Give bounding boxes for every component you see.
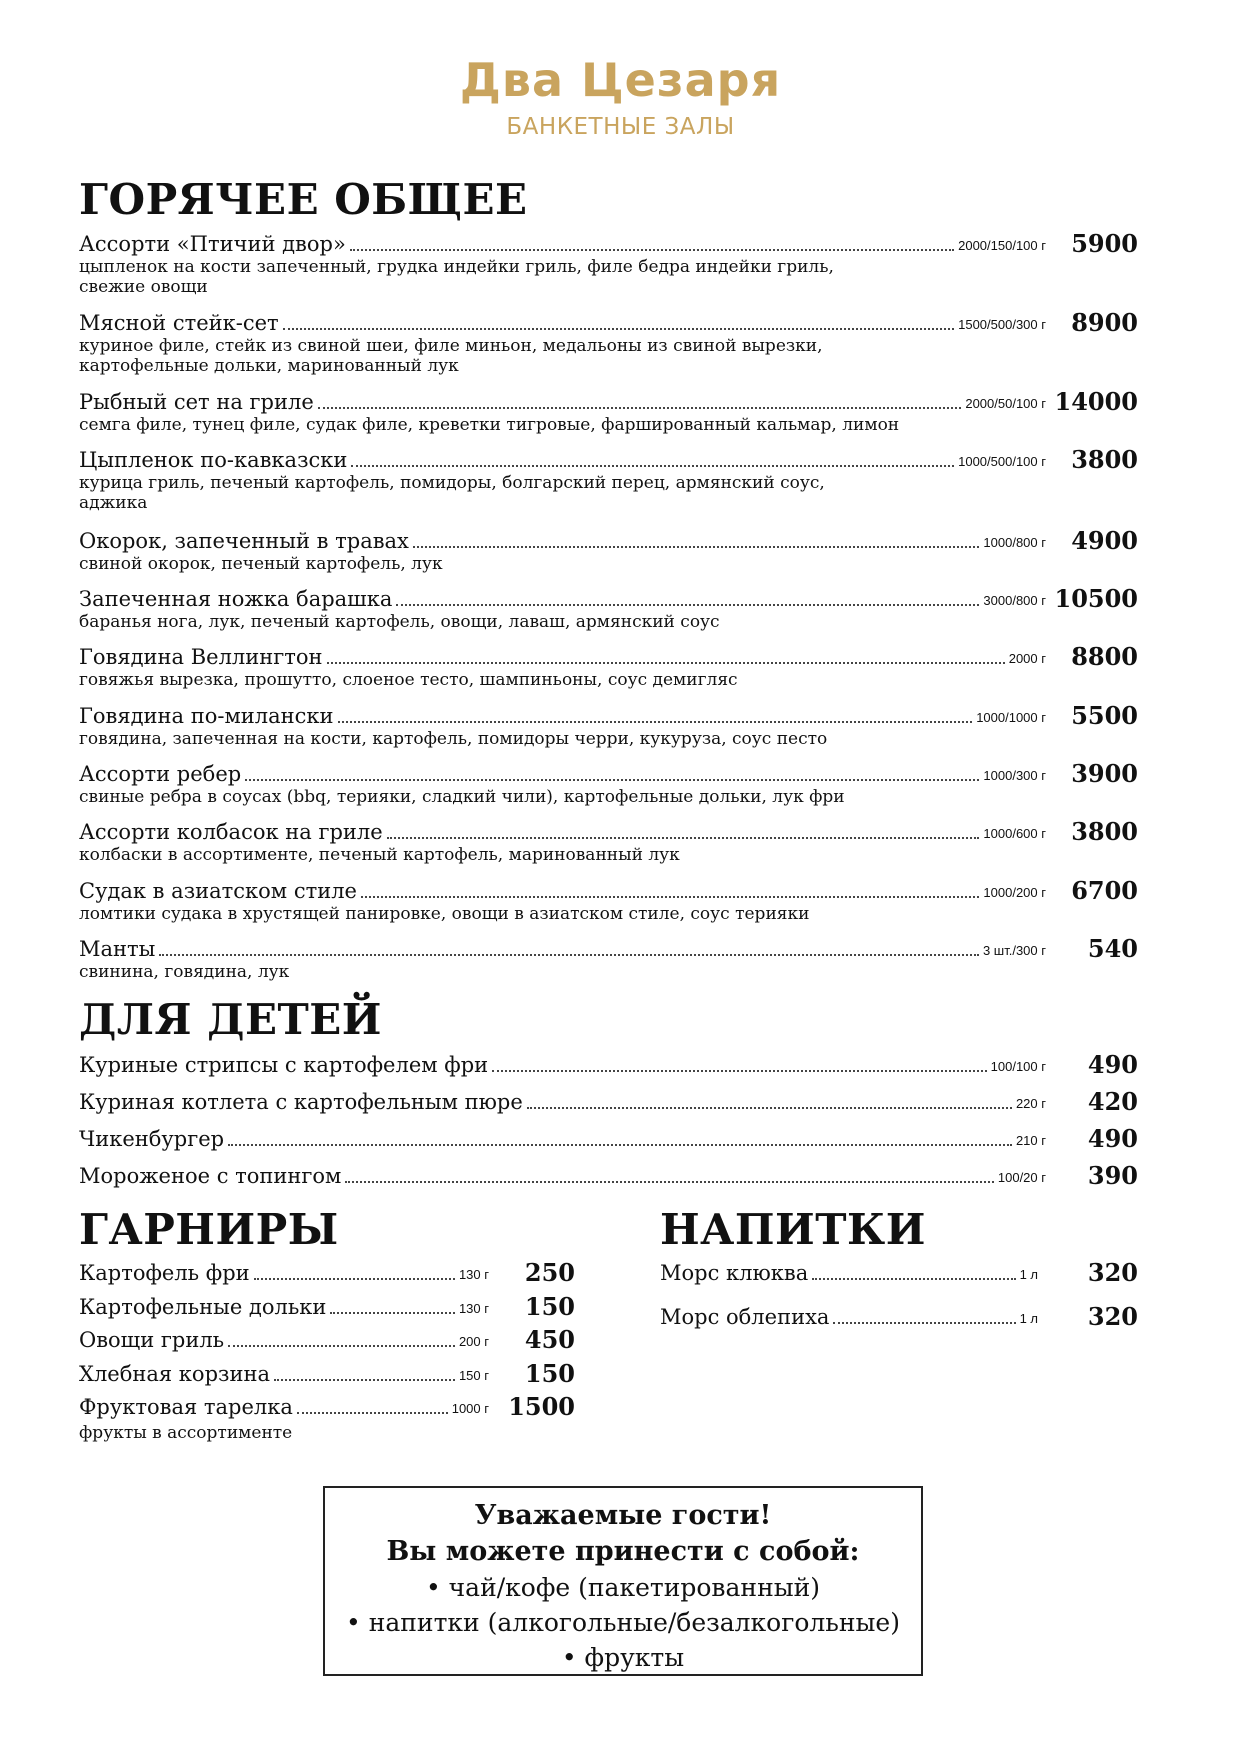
- menu-item-price: 5500: [1071, 701, 1138, 730]
- menu-item: [79, 819, 1138, 865]
- menu-item-name: Чикенбургер: [79, 1127, 225, 1151]
- dot-leader: [274, 1379, 455, 1381]
- menu-item-price: 390: [1087, 1161, 1138, 1190]
- menu-item-description: свиные ребра в соусах (bbq, терияки, сладкий чили), картофельные дольки, лук фри: [79, 787, 845, 807]
- dot-leader: [387, 837, 980, 839]
- dot-leader: [318, 407, 962, 409]
- menu-item-description: ломтики судака в хрустящей панировке, овощи в азиатском стиле, соус терияки: [79, 904, 810, 924]
- menu-item: [660, 1260, 1138, 1286]
- menu-item-description: куриное филе, стейк из свиной шеи, филе миньон, медальоны из свиной вырезки,: [79, 336, 823, 356]
- menu-item: [79, 761, 1138, 807]
- menu-item-description: свежие овощи: [79, 277, 208, 297]
- menu-item: [79, 644, 1138, 690]
- menu-item-weight: 1500/500/300 г: [958, 317, 1046, 332]
- menu-item-price: 540: [1087, 934, 1138, 963]
- notice-heading: Уважаемые гости!: [474, 1500, 772, 1531]
- menu-item: [79, 878, 1138, 924]
- menu-item-name: Куриная котлета с картофельным пюре: [79, 1090, 523, 1114]
- menu-item-description: цыпленок на кости запеченный, грудка индейки гриль, филе бедра индейки гриль,: [79, 257, 834, 277]
- menu-item: [79, 310, 1138, 376]
- menu-item-price: 250: [524, 1258, 575, 1287]
- menu-item-weight: 1000/300 г: [983, 768, 1046, 783]
- dot-leader: [338, 721, 973, 723]
- dot-leader: [833, 1322, 1015, 1324]
- menu-item: [79, 528, 1138, 574]
- menu-item-name: Окорок, запеченный в травах: [79, 529, 409, 553]
- menu-item-weight: 1000/800 г: [983, 535, 1046, 550]
- menu-item-description: семга филе, тунец филе, судак филе, креветки тигровые, фаршированный кальмар, лимон: [79, 415, 900, 435]
- dot-leader: [254, 1278, 455, 1280]
- brand-header: [0, 52, 1241, 142]
- menu-item-name: Овощи гриль: [79, 1328, 225, 1352]
- menu-item-price: 150: [524, 1292, 575, 1321]
- section-title-drinks: НАПИТКИ: [660, 1205, 926, 1254]
- menu-item-price: 490: [1087, 1050, 1138, 1079]
- menu-item: [79, 1089, 1138, 1115]
- menu-item-weight: 150 г: [458, 1368, 489, 1383]
- dot-leader: [350, 249, 954, 251]
- menu-item-description: свинина, говядина, лук: [79, 962, 290, 982]
- menu-item-price: 3800: [1071, 817, 1138, 846]
- notice-item: • напитки (алкогольные/безалкогольные): [346, 1608, 900, 1637]
- dot-leader: [327, 662, 1005, 664]
- menu-item-price: 1500: [508, 1392, 575, 1421]
- menu-item-description: колбаски в ассортименте, печеный картофель, маринованный лук: [79, 845, 680, 865]
- menu-item-name: Картофельные дольки: [79, 1295, 327, 1319]
- menu-item-name: Ассорти колбасок на гриле: [79, 820, 383, 844]
- menu-item-weight: 1 л: [1019, 1311, 1038, 1326]
- menu-item-price: 420: [1087, 1087, 1138, 1116]
- menu-item-weight: 1 л: [1019, 1267, 1038, 1282]
- notice-item: • фрукты: [561, 1643, 685, 1672]
- menu-item-name: Ассорти «Птичий двор»: [79, 232, 346, 256]
- menu-item: [660, 1304, 1138, 1330]
- menu-item-name: Морс облепиха: [660, 1305, 830, 1329]
- notice-item: • чай/кофе (пакетированный): [425, 1573, 821, 1602]
- menu-item-weight: 3 шт./300 г: [982, 943, 1046, 958]
- menu-item-weight: 100/100 г: [990, 1059, 1046, 1074]
- menu-item-description: картофельные дольки, маринованный лук: [79, 356, 459, 376]
- menu-item-weight: 2000/50/100 г: [965, 396, 1046, 411]
- menu-item-name: Судак в азиатском стиле: [79, 879, 357, 903]
- menu-item-name: Фруктовая тарелка: [79, 1395, 293, 1419]
- menu-item-name: Куриные стрипсы с картофелем фри: [79, 1053, 489, 1077]
- guest-notice: [323, 1486, 923, 1676]
- menu-item-name: Морс клюква: [660, 1261, 809, 1285]
- notice-subheading: Вы можете принести с собой:: [386, 1536, 860, 1567]
- dot-leader: [159, 954, 979, 956]
- menu-item-weight: 100/20 г: [997, 1170, 1046, 1185]
- menu-item-name: Манты: [79, 937, 156, 961]
- menu-item-weight: 1000 г: [451, 1401, 489, 1416]
- menu-item-name: Хлебная корзина: [79, 1362, 270, 1386]
- menu-item-price: 8900: [1071, 308, 1138, 337]
- menu-item: [79, 1394, 575, 1443]
- menu-item-name: Запеченная ножка барашка: [79, 587, 393, 611]
- menu-item: [79, 586, 1138, 632]
- dot-leader: [413, 546, 980, 548]
- menu-item-weight: 1000/600 г: [983, 826, 1046, 841]
- menu-item-price: 4900: [1071, 526, 1138, 555]
- dot-leader: [228, 1144, 1012, 1146]
- dot-leader: [245, 779, 979, 781]
- menu-item-description: аджика: [79, 493, 148, 513]
- menu-item-name: Ассорти ребер: [79, 762, 242, 786]
- menu-item-name: Мороженое с топингом: [79, 1164, 342, 1188]
- menu-item: [79, 1260, 575, 1286]
- menu-item-description: говядина, запеченная на кости, картофель, помидоры черри, кукуруза, соус песто: [79, 729, 828, 749]
- menu-item: [79, 1294, 575, 1320]
- menu-item-price: 3900: [1071, 759, 1138, 788]
- menu-item-name: Картофель фри: [79, 1261, 250, 1285]
- menu-item-price: 14000: [1054, 387, 1138, 416]
- menu-item-name: Мясной стейк-сет: [79, 311, 279, 335]
- section-title-hot: ГОРЯЧЕЕ ОБЩЕЕ: [79, 175, 528, 224]
- menu-item-price: 5900: [1071, 229, 1138, 258]
- dot-leader: [527, 1107, 1012, 1109]
- menu-item-weight: 220 г: [1015, 1096, 1046, 1111]
- menu-item-weight: 2000/150/100 г: [958, 238, 1046, 253]
- menu-item: [79, 1126, 1138, 1152]
- menu-item: [79, 1163, 1138, 1189]
- menu-item-price: 490: [1087, 1124, 1138, 1153]
- menu-item-weight: 1000/500/100 г: [958, 454, 1046, 469]
- menu-item: [79, 1052, 1138, 1078]
- menu-item-description: фрукты в ассортименте: [79, 1423, 293, 1443]
- menu-item-price: 8800: [1071, 642, 1138, 671]
- dot-leader: [361, 896, 979, 898]
- menu-item-price: 320: [1087, 1302, 1138, 1331]
- menu-item-weight: 2000 г: [1008, 651, 1046, 666]
- menu-item: [79, 703, 1138, 749]
- brand-subtitle: БАНКЕТНЫЕ ЗАЛЫ: [506, 114, 735, 140]
- menu-item: [79, 1361, 575, 1387]
- menu-item-description: курица гриль, печеный картофель, помидоры, болгарский перец, армянский соус,: [79, 473, 825, 493]
- menu-item: [79, 1327, 575, 1353]
- dot-leader: [283, 328, 954, 330]
- brand-title: Два Цезаря: [459, 53, 782, 107]
- menu-item-price: 3800: [1071, 445, 1138, 474]
- menu-item-price: 150: [524, 1359, 575, 1388]
- section-title-sides: ГАРНИРЫ: [79, 1205, 339, 1254]
- menu-item-weight: 3000/800 г: [983, 593, 1046, 608]
- menu-item-price: 450: [524, 1325, 575, 1354]
- menu-item-description: свиной окорок, печеный картофель, лук: [79, 554, 443, 574]
- menu-item-name: Говядина Веллингтон: [79, 645, 323, 669]
- menu-item-weight: 210 г: [1015, 1133, 1046, 1148]
- menu-item: [79, 936, 1138, 982]
- dot-leader: [351, 465, 954, 467]
- dot-leader: [297, 1412, 448, 1414]
- menu-item: [79, 447, 1138, 513]
- menu-item-price: 10500: [1054, 584, 1138, 613]
- menu-item-name: Рыбный сет на гриле: [79, 390, 314, 414]
- dot-leader: [330, 1312, 455, 1314]
- dot-leader: [492, 1070, 987, 1072]
- menu-item-price: 320: [1087, 1258, 1138, 1287]
- dot-leader: [228, 1345, 455, 1347]
- menu-item-name: Цыпленок по-кавказски: [79, 448, 348, 472]
- menu-item-weight: 200 г: [458, 1334, 489, 1349]
- section-title-kids: ДЛЯ ДЕТЕЙ: [79, 995, 382, 1044]
- menu-item-weight: 1000/200 г: [983, 885, 1046, 900]
- menu-item: [79, 231, 1138, 297]
- dot-leader: [812, 1278, 1015, 1280]
- menu-item-description: баранья нога, лук, печеный картофель, овощи, лаваш, армянский соус: [79, 612, 720, 632]
- dot-leader: [396, 604, 979, 606]
- menu-item-description: говяжья вырезка, прошутто, слоеное тесто, шампиньоны, соус демигляс: [79, 670, 738, 690]
- menu-item-name: Говядина по-милански: [79, 704, 334, 728]
- menu-item-weight: 130 г: [458, 1267, 489, 1282]
- menu-item-weight: 130 г: [458, 1301, 489, 1316]
- dot-leader: [345, 1181, 993, 1183]
- menu-item: [79, 389, 1138, 435]
- menu-item-price: 6700: [1071, 876, 1138, 905]
- menu-item-weight: 1000/1000 г: [976, 710, 1046, 725]
